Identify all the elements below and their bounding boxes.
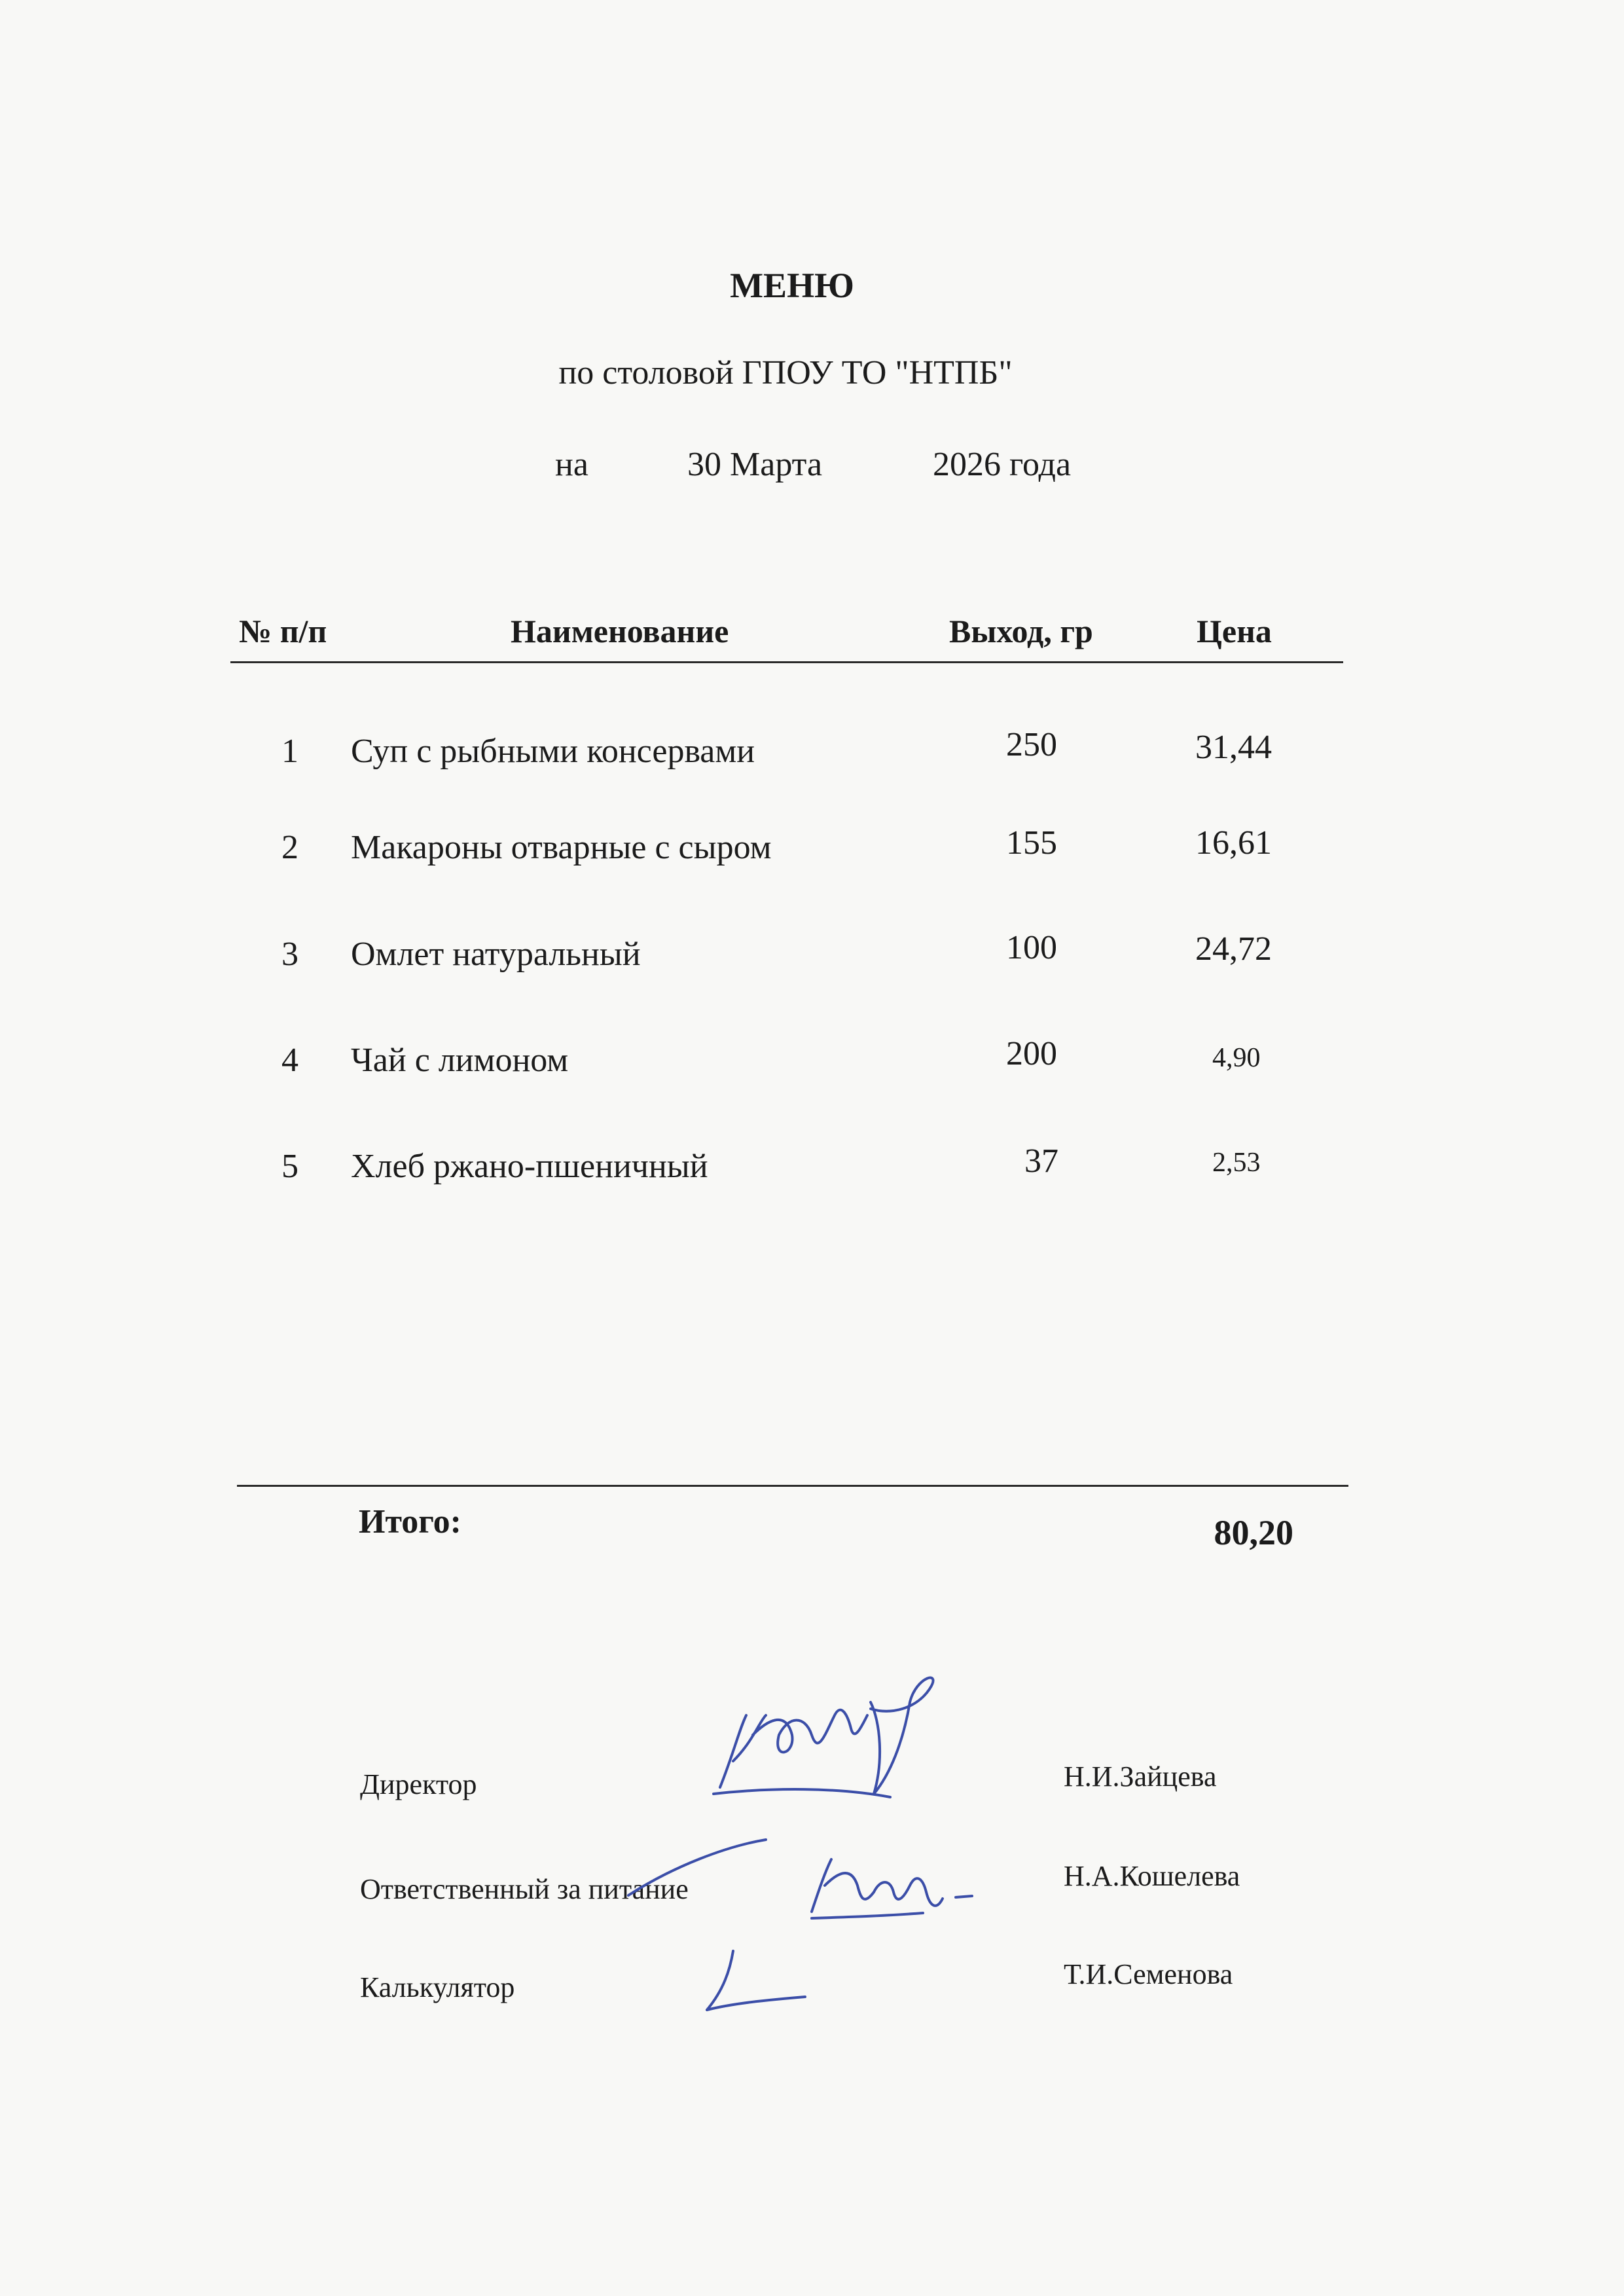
row-3-yield: 100 [1006,929,1057,966]
row-4-number: 4 [281,1042,298,1079]
row-3-name: Омлет натуральный [351,936,641,973]
row-1-number: 1 [281,733,298,770]
date-day-month: 30 Марта [687,446,823,483]
signature-role-calculator: Калькулятор [360,1971,515,2003]
row-1-yield: 250 [1006,726,1057,763]
calculator-signature-icon [694,1938,825,2016]
row-2-name: Макароны отварные с сыром [351,829,772,866]
row-4-price: 4,90 [1212,1043,1261,1073]
signature-role-nutrition: Ответственный за питание [360,1873,689,1905]
header-number: № п/п [239,613,327,649]
signature-name-director: Н.И.Зайцева [1064,1760,1217,1793]
director-signature-icon [694,1663,969,1833]
row-3-price: 24,72 [1195,930,1272,968]
row-2-price: 16,61 [1195,824,1272,862]
row-5-yield: 37 [1024,1142,1058,1180]
nutrition-signature-icon [615,1833,982,1938]
total-separator [237,1485,1348,1487]
total-value: 80,20 [1214,1513,1293,1552]
row-2-number: 2 [281,829,298,866]
date-prefix: на [555,446,588,483]
signature-role-director: Директор [360,1768,477,1800]
row-1-price: 31,44 [1195,729,1272,766]
signature-name-calculator: Т.И.Семенова [1064,1958,1233,1990]
document-subtitle: по столовой ГПОУ ТО "НТПБ" [558,354,1013,392]
row-4-yield: 200 [1006,1035,1057,1072]
header-yield: Выход, гр [949,613,1093,649]
row-5-number: 5 [281,1148,298,1185]
row-5-price: 2,53 [1212,1148,1261,1178]
header-name: Наименование [511,613,729,649]
document-title: МЕНЮ [730,266,854,305]
header-underline [230,661,1343,663]
row-4-name: Чай с лимоном [351,1042,569,1079]
row-3-number: 3 [281,936,298,973]
row-5-name: Хлеб ржано-пшеничный [351,1148,708,1185]
total-label: Итого: [359,1503,461,1540]
row-2-yield: 155 [1006,824,1057,862]
signature-name-nutrition: Н.А.Кошелева [1064,1860,1240,1892]
header-price: Цена [1197,613,1272,649]
row-1-name: Суп с рыбными консервами [351,733,755,770]
date-year: 2026 года [933,446,1072,483]
